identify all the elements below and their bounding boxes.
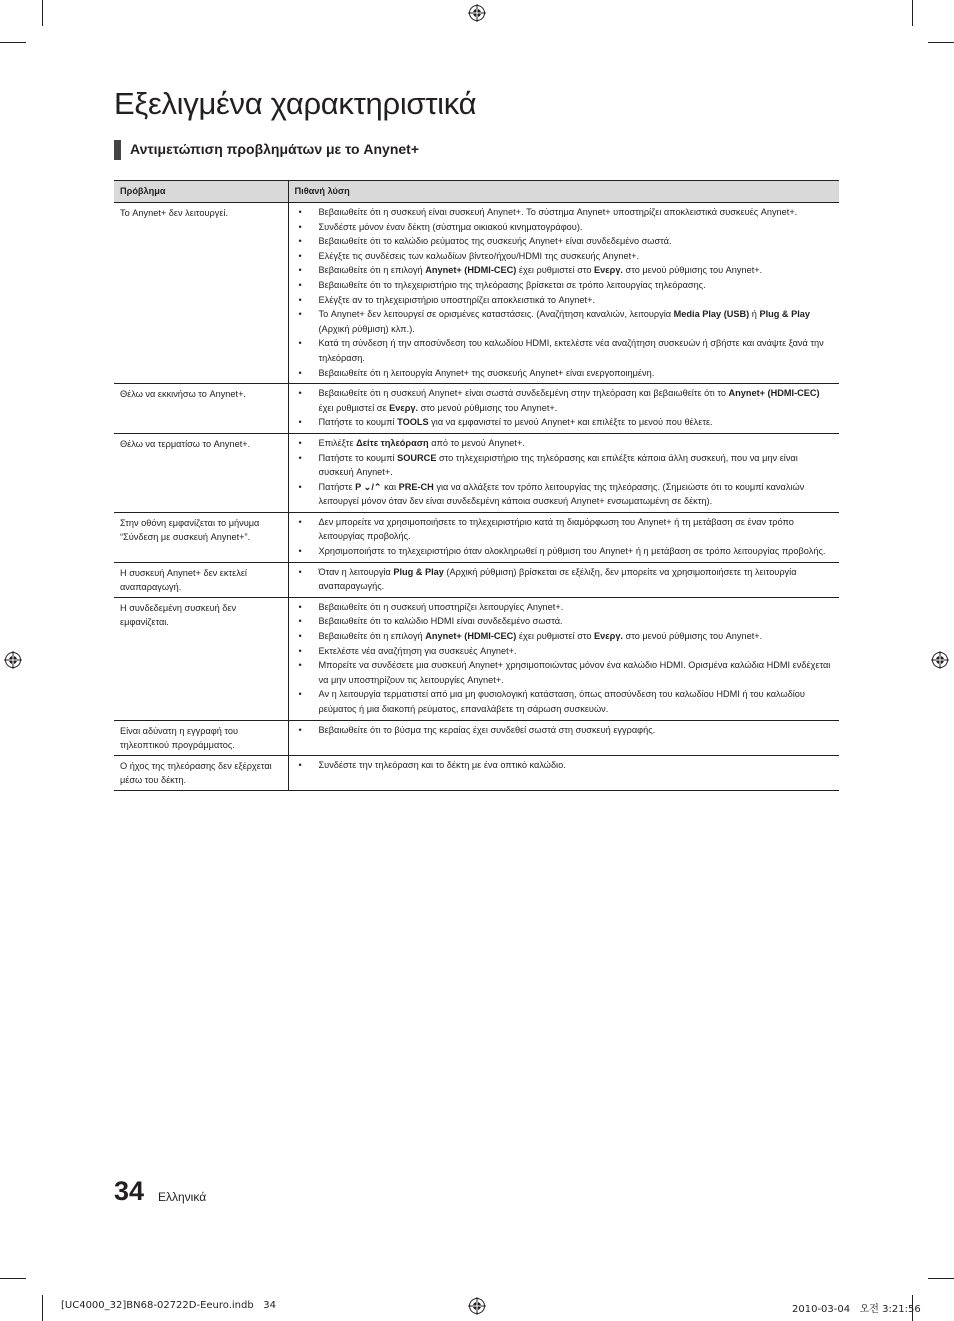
solution-cell — [288, 720, 839, 755]
solution-text: έχει ρυθμιστεί στο — [516, 265, 595, 276]
solution-item — [295, 386, 834, 415]
solution-cell — [288, 384, 839, 434]
solution-text: Πατήστε το κουμπί — [318, 452, 398, 463]
solution-text: για να αλλάξετε τον τρόπο λειτουργίας της τηλεόρασης. (Σημειώστε ότι το κουμπί καναλιών λειτουργεί μόνον όταν δεν είναι συνδεδεμένη κάποια συσκευή Anynet+ ενσωματωμένη σε δέκτη). — [318, 481, 805, 507]
solution-text: Βεβαιωθείτε ότι η συσκευή Anynet+ είναι σωστά συνδεδεμένη στην τηλεόραση και βεβαιωθείτε ότι το — [318, 388, 729, 399]
solution-text: Συνδέστε την τηλεόραση και το δέκτη με ένα οπτικό καλώδιο. — [318, 759, 566, 770]
solution-text: έχει ρυθμιστεί στο — [516, 631, 595, 642]
solution-text: Χρησιμοποιήστε το τηλεχειριστήριο όταν ολοκληρωθεί η ρύθμιση του Anynet+ ή η μετάβαση σε τρόπο λειτουργίας προβολής. — [318, 546, 826, 557]
solution-list — [295, 600, 834, 717]
header-solution: Πιθανή λύση — [288, 181, 839, 203]
footer-timestamp: 2010-03-04 오전 3:21:56 — [792, 1304, 921, 1315]
solution-text: έχει ρυθμιστεί σε — [318, 402, 390, 413]
crop-mark-icon — [928, 42, 954, 43]
solution-emphasis: Plug & Play — [393, 566, 444, 577]
solution-item — [295, 723, 834, 738]
solution-emphasis: Plug & Play — [759, 309, 810, 320]
solution-text: για να εμφανιστεί το μενού Anynet+ και επιλέξτε το μενού που θέλετε. — [428, 417, 713, 428]
solution-emphasis: SOURCE — [397, 452, 437, 463]
solution-emphasis: Ενεργ. — [389, 402, 419, 413]
solution-text: Πατήστε — [318, 481, 356, 492]
solution-text: Βεβαιωθείτε ότι η λειτουργία Anynet+ της συσκευής Anynet+ είναι ενεργοποιημένη. — [318, 367, 655, 378]
solution-item — [295, 544, 834, 559]
solution-emphasis: Δείτε τηλεόραση — [356, 437, 429, 448]
problem-cell: Στην οθόνη εμφανίζεται το μήνυμα “Σύνδεση με συσκευή Anynet+”. — [114, 512, 288, 562]
solution-item — [295, 600, 834, 615]
solution-emphasis: Ενεργ. — [594, 631, 623, 642]
solution-cell — [288, 755, 839, 790]
solution-text: Βεβαιωθείτε ότι η συσκευή είναι συσκευή Anynet+. Το σύστημα Anynet+ υποστηρίζει αποκλειστικά συσκευές Anynet+. — [318, 207, 798, 217]
table-row — [114, 512, 839, 562]
solution-item — [295, 687, 834, 716]
solution-item — [295, 451, 834, 480]
crop-mark-icon — [912, 0, 913, 26]
solution-item — [295, 249, 834, 264]
crop-mark-icon — [42, 0, 43, 26]
solution-emphasis: Anynet+ (HDMI-CEC) — [425, 631, 517, 642]
table-row — [114, 203, 839, 384]
registration-mark-icon — [4, 651, 22, 669]
solution-text: Βεβαιωθείτε ότι η επιλογή — [318, 631, 426, 642]
solution-item — [295, 366, 834, 381]
solution-cell — [288, 562, 839, 597]
header-problem: Πρόβλημα — [114, 181, 288, 203]
solution-item — [295, 293, 834, 308]
crop-mark-icon — [0, 1278, 26, 1279]
solution-cell — [288, 512, 839, 562]
solution-text: Επιλέξτε — [318, 437, 357, 448]
solution-emphasis: Anynet+ (HDMI-CEC) — [728, 388, 820, 399]
solution-text: στο μενού ρύθμισης του Anynet+. — [418, 402, 558, 413]
solution-cell — [288, 597, 839, 720]
problem-cell: Είναι αδύνατη η εγγραφή του τηλεοπτικού προγράμματος. — [114, 720, 288, 755]
solution-item — [295, 307, 834, 336]
solution-text: Βεβαιωθείτε ότι το τηλεχειριστήριο της τηλεόρασης βρίσκεται σε τρόπο λειτουργίας τηλεόρασης. — [318, 279, 706, 290]
solution-list — [295, 436, 834, 509]
solution-list — [295, 386, 834, 430]
solution-text: Ελέγξτε τις συνδέσεις των καλωδίων βίντεο/ήχου/HDMI της συσκευής Anynet+. — [318, 250, 640, 261]
solution-text: ή — [749, 309, 760, 320]
solution-text: στο μενού ρύθμισης του Anynet+. — [622, 265, 763, 276]
page-number: 34 — [114, 1176, 145, 1206]
solution-list — [295, 205, 834, 380]
registration-mark-icon — [468, 4, 486, 22]
solution-item — [295, 565, 834, 594]
solution-item — [295, 758, 834, 773]
solution-text: Βεβαιωθείτε ότι το καλώδιο HDMI είναι συνδεδεμένο σωστά. — [318, 616, 563, 627]
solution-item — [295, 644, 834, 659]
solution-item — [295, 515, 834, 544]
solution-text: στο μενού ρύθμισης του Anynet+. — [622, 631, 763, 642]
solution-item — [295, 263, 834, 278]
table-row — [114, 562, 839, 597]
table-row — [114, 433, 839, 512]
solution-text: στο τηλεχειριστήριο της τηλεόρασης και επιλέξτε κάποια άλλη συσκευή, που να μην είναι συσκευή Anynet+. — [318, 452, 798, 478]
solution-text: από το μενού Anynet+. — [428, 437, 525, 448]
solution-text: Πατήστε το κουμπί — [318, 417, 398, 428]
solution-text: Βεβαιωθείτε ότι το βύσμα της κεραίας έχει συνδεθεί σωστά στη συσκευή εγγραφής. — [318, 724, 656, 735]
solution-emphasis: P ⌄/⌃ — [355, 481, 382, 492]
footer-file-info: [UC4000_32]BN68-02722D-Eeuro.indb 34 — [61, 1300, 276, 1311]
solution-list — [295, 723, 834, 738]
solution-item — [295, 436, 834, 451]
problem-cell: Η συσκευή Anynet+ δεν εκτελεί αναπαραγωγή. — [114, 562, 288, 597]
solution-emphasis: TOOLS — [397, 417, 429, 428]
problem-cell: Θέλω να τερματίσω το Anynet+. — [114, 433, 288, 512]
solution-text: Το Anynet+ δεν λειτουργεί σε ορισμένες καταστάσεις. (Αναζήτηση καναλιών, λειτουργία — [318, 309, 674, 320]
solution-item — [295, 336, 834, 365]
problem-cell: Ο ήχος της τηλεόρασης δεν εξέρχεται μέσω του δέκτη. — [114, 755, 288, 790]
solution-text: Αν η λειτουργία τερματιστεί από μια μη φυσιολογική κατάσταση, όπως αποσύνδεση του καλωδίου HDMI ή του καλωδίου ρεύματος ή μια διακοπή ρεύματος, επαναλάβετε τη σάρωση συσκευών. — [318, 689, 805, 714]
section-marker — [114, 140, 121, 160]
solution-text: Εκτελέστε νέα αναζήτηση για συσκευές Anynet+. — [318, 645, 517, 656]
table-row — [114, 384, 839, 434]
solution-text: Κατά τη σύνδεση ή την αποσύνδεση του καλωδίου HDMI, εκτελέστε νέα αναζήτηση συσκευών ή σβήστε και ανάψτε ξανά την τηλεόραση. — [318, 338, 824, 363]
solution-item — [295, 629, 834, 644]
solution-text: Βεβαιωθείτε ότι η συσκευή υποστηρίζει λειτουργίες Anynet+. — [318, 601, 564, 612]
solution-emphasis: Ενεργ. — [594, 265, 623, 276]
solution-list — [295, 565, 834, 594]
crop-mark-icon — [0, 42, 26, 43]
section-title: Αντιμετώπιση προβλημάτων με το Anynet+ — [130, 141, 420, 157]
solution-item — [295, 234, 834, 249]
solution-emphasis: PRE-CH — [398, 481, 434, 492]
solution-emphasis: Anynet+ (HDMI-CEC) — [425, 265, 517, 276]
solution-list — [295, 758, 834, 773]
problem-cell: Η συνδεδεμένη συσκευή δεν εμφανίζεται. — [114, 597, 288, 720]
solution-text: Δεν μπορείτε να χρησιμοποιήσετε το τηλεχειριστήριο κατά τη διαμόρφωση του Anynet+ ή τη μετάβαση σε έναν τρόπο λειτουργίας προβολής. — [318, 516, 794, 542]
solution-text: (Αρχική ρύθμιση) βρίσκεται σε εξέλιξη, δεν μπορείτε να χρησιμοποιήσετε τη λειτουργία αναπαραγωγής. — [318, 566, 797, 592]
crop-mark-icon — [928, 1278, 954, 1279]
solution-text: και — [381, 481, 399, 492]
solution-text: Όταν η λειτουργία — [318, 566, 394, 577]
solution-cell — [288, 433, 839, 512]
problem-cell: Το Anynet+ δεν λειτουργεί. — [114, 203, 288, 384]
solution-text: (Αρχική ρύθμιση) κλπ.). — [318, 323, 415, 334]
table-row — [114, 720, 839, 755]
solution-item — [295, 205, 834, 220]
registration-mark-icon — [931, 651, 949, 669]
solution-item — [295, 658, 834, 687]
solution-text: Βεβαιωθείτε ότι η επιλογή — [318, 265, 426, 276]
solution-cell — [288, 203, 839, 384]
table-header-row — [114, 181, 839, 203]
solution-item — [295, 480, 834, 509]
solution-text: Ελέγξτε αν το τηλεχειριστήριο υποστηρίζει αποκλειστικά το Anynet+. — [318, 294, 595, 305]
solution-item — [295, 614, 834, 629]
solution-item — [295, 415, 834, 430]
solution-list — [295, 515, 834, 559]
solution-text: Βεβαιωθείτε ότι το καλώδιο ρεύματος της συσκευής Anynet+ είναι συνδεδεμένο σωστά. — [318, 236, 672, 247]
solution-item — [295, 220, 834, 235]
crop-mark-icon — [42, 1295, 43, 1321]
table-body — [114, 203, 839, 791]
table-row — [114, 597, 839, 720]
solution-text: Συνδέστε μόνον έναν δέκτη (σύστημα οικιακού κινηματογράφου). — [318, 221, 583, 232]
troubleshooting-table — [114, 180, 839, 791]
table-row — [114, 755, 839, 790]
registration-mark-icon — [468, 1297, 486, 1315]
page-title: Εξελιγμένα χαρακτηριστικά — [114, 86, 477, 121]
solution-text: Μπορείτε να συνδέσετε μια συσκευή Anynet+ χρησιμοποιώντας μόνον ένα καλώδιο HDMI. Ορισμένα καλώδια HDMI ενδέχεται να μην υποστηρίζουν τις λειτουργίες Anynet+. — [318, 660, 831, 685]
solution-emphasis: Media Play (USB) — [673, 309, 750, 320]
problem-cell: Θέλω να εκκινήσω το Anynet+. — [114, 384, 288, 434]
solution-item — [295, 278, 834, 293]
page-language: Ελληνικά — [158, 1190, 207, 1204]
